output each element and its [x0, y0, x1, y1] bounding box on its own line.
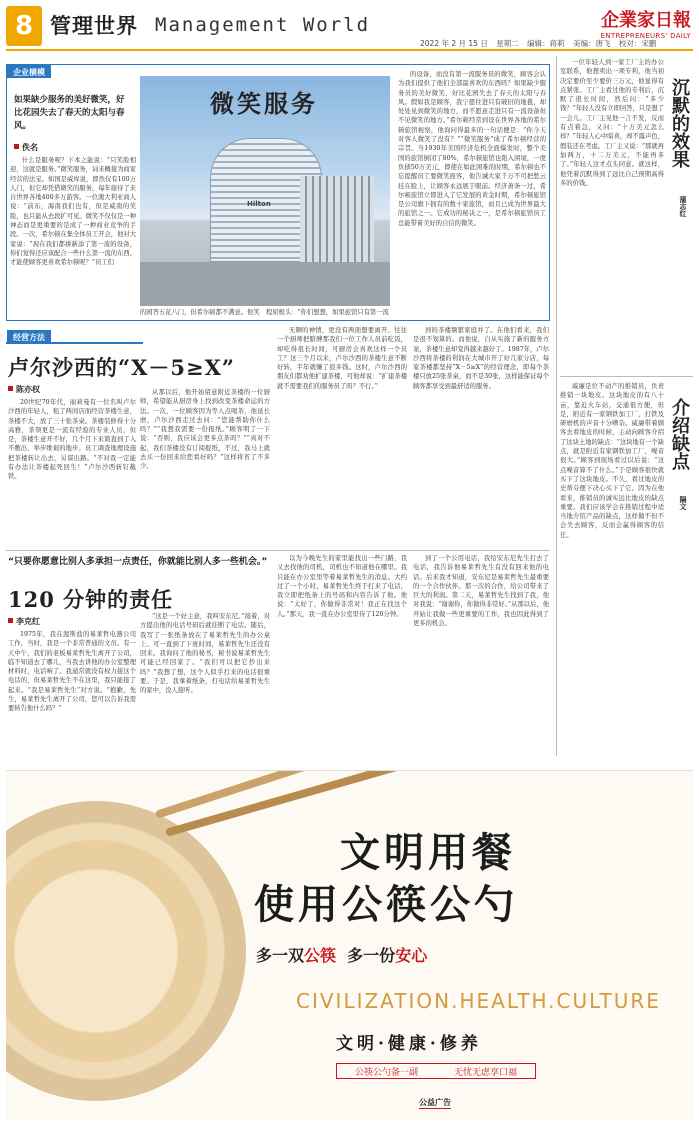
hotel-annex: [300, 176, 374, 262]
ad-boxed-b: 无忧无虑享口福: [453, 1067, 517, 1078]
photo-ground: [140, 262, 390, 306]
story3-title: 120 分钟的责任: [8, 587, 174, 612]
ad-slogan-b-red: 安心: [395, 946, 428, 965]
bowl-illustration: [6, 801, 246, 1101]
newspaper-name: 企業家日報: [601, 10, 691, 31]
top-story-col1: 什么是服务呢？下本之能说：“只笑脸相迎，这就是服务。”微笑服务，词来概接为商家经营的法宝。如国是威库说，即然仅有100万人门，但它却凭借微笑的服务，每年接待了来自世界各地400多万游客。一位澳大利亚商人说：“前东，海南我们也有，但是威南的笑脸，也只能从去段扩可见。微笑不仅仅是一种神态而是更重要的是成了一种商业竞争的手段。一次，希尔顿在集全体员工开会，他对大家说：“现在我们都拼新添了第一流的设备，你们觉得还应该配合一些什么第一流的东西，才能使顾客更喜欢希尔顿呢？”员工们: [10, 157, 136, 267]
story2-rule: [6, 342, 143, 344]
issue-meta: [420, 38, 662, 49]
story2-col3: 无聊的神情，更没有两面想要离开。往往一个厨师把胳膊那我们一位工作人员前吃饭，却吃得很长时间，可厨房会喜欢这样一个员工？这三个月以来，卢尔沙西的茶楼生意不断好转，半年就赚了很多钱。这时，卢尔沙西的朋友们都劝他扩建茶楼，可他却说：“扩建茶楼就不需要我们的服务员了吗？不行。”: [277, 327, 407, 390]
side2-title: 介绍缺点: [669, 398, 690, 470]
story2-col4: 到的茶楼频繁家庭并了。在他们看来，我们是很不划算的。而他说，自从实施了新的服务方案，茶楼生意却变得越来越好了。1987年，卢尔沙西将茶楼的利润在大城市开了好几家分店，每家茶楼都坚持“X－5≥X”的经营理念，即每个茶楼只放25张茶桌，而不是30张，这样能保证每个顾客都享受到最舒适的服务。: [413, 327, 549, 390]
side1-title: 沉默的效果: [669, 78, 690, 168]
story2-tag: 经营方法: [7, 330, 51, 343]
story3-quote: “只要你愿意比别人多承担一点责任，你就能比别人多一些机会。”: [8, 557, 268, 567]
story3-divider: [6, 550, 550, 551]
ad-slogan-a-red: 公筷: [304, 946, 337, 965]
ad-headline-1: 文明用餐: [340, 830, 516, 876]
ad-slogan: [256, 943, 427, 966]
top-story-tag: 企业横模: [7, 65, 51, 78]
newspaper-logo: [591, 6, 691, 40]
ad-slogan-b: 多一份: [347, 946, 396, 965]
story2-col1: 20世纪70年代，丽莉曼有一位名叫卢尔沙西的年轻人，租了两间店面经营茶楼生意，茶楼不大，放了三十张茶桌。茶楼装修得十分高雅，茶领更是一流有经验的专业人员，但是，茶楼生意开不好，几个月下来简直到了入不敷出、举步维艰的地步。员工调查地理设施把茶楼转让出去，另谋出路。“不对我一定能有办法让茶楼起死回生！”卢尔沙西斩钉截铁。: [8, 399, 136, 481]
side2-text: 威廉是位不动产的推销员，负责推销一块地皮。这块地皮的有八十亩，靠近火车站，交通很方便，但是，附近有一家钢铁加工厂，打铁及研磨机的声音十分嘈杂。威廉带着顾客去看地皮的时候，主动向顾客介绍了这块土地的缺点：“这块地有一个缺点，就是附近有家钢铁加工厂，噪音很大。”顾客到现场看过以后说：“这点噪音算不了什么。”于是顾客很快就买下了这块地皮。不久，看过地皮的史蒂芬便下决心买下了它。因为在他看来，推销员的诚实远比地皮的缺点重要。我们应该学会在推销过程中适当地介绍产品的缺点，这样做不但不会失去顾客，反而会赢得顾客的信任。: [560, 383, 664, 539]
side1-byline: 蒲志红: [679, 196, 687, 217]
top-story-title: 微笑服务: [210, 89, 318, 118]
top-story-byline: 佚名: [14, 142, 38, 153]
proof-credit: 校对：宋鹏: [618, 39, 657, 48]
ad-footer-label: 公益广告: [419, 1098, 451, 1107]
art-credit: 美编：唐飞: [573, 39, 611, 48]
section-title-cn: 管理世界: [50, 14, 138, 38]
side-divider: [560, 376, 693, 377]
editor-credit: 编辑：蒋莉: [527, 39, 565, 48]
top-story-caption: 的园答五花八门，但希尔顿都不满意。他笑 程屈极头：“你们想想，如果旅馆只有第一流: [140, 309, 389, 316]
ad-boxed-line: [336, 1063, 536, 1079]
newspaper-name-en: ENTREPRENEURS' DAILY: [600, 32, 691, 40]
section-title-en: Management World: [155, 14, 371, 36]
side1-text: 一位年轻人到一家工厂主的办公室联系，他想卖出一项专利，他当初决定要价至少要价三万元，他显得有点紧张。工厂主看过他的专利后，沉默了很长时间，然后问：“多少钱？”年轻人没有立即回答，只是想了一会儿。工厂主见他一言不发，反而有点着急，又问：“十万美元怎么样？”年轻人心中暗喜，却不露声色，假装还在考虑。工厂主又说：“那就再加两万，十二万美元，不能再多了。”年轻人这才点头同意。就这样，他凭着沉默得到了远比自己预期高得多的价钱。: [560, 59, 664, 187]
story2-col2: 从那以后，他开始留意附近茶楼的一位厨师，希望能从厨房身上找到改变茶楼命运的方法。一次，一位顾客因为等人点喝茶，他延长磨，卢尔沙西走过去问：“您能帮助你什么吗？”“我想我需要一份报纸。”顾客明了一下说：“否则，我应该会更多点茶吗？”“真对不起，我们茶楼没有订阅报纸，不过，我马上就去买一份回来给您看好吗？”这样将省了不多少。: [140, 389, 270, 471]
story2-byline: 陈亦权: [8, 384, 40, 395]
ad-values-line: 文明·健康·修养: [336, 1034, 482, 1054]
page-number-badge: 8: [6, 6, 42, 46]
ad-english-line: CIVILIZATION.HEALTH.CULTURE: [296, 989, 661, 1013]
issue-date: 2022 年 2 月 15 日: [420, 39, 488, 48]
page-header: [0, 0, 699, 52]
issue-weekday: 星期二: [496, 39, 519, 48]
ad-boxed-a: 公筷公勺备一副: [354, 1067, 418, 1078]
story3-col4: 到了一个公用电话，我给安东尼先生打去了电话，我告诉他易莱哲先生有没有回来他的电话。后来我才知道，安东尼是易莱哲先生最重要的一个合作伙伴。那一次的合作，给公司带来了巨大的利润。第二天，易莱哲先生找到了我，他对我说：“谢谢你，你做得非常好。”从那以后，他开始让我做一些更重要的工作，我也因此得到了更多的机会。: [413, 555, 549, 628]
header-rule: [6, 49, 693, 51]
public-service-ad: [6, 770, 693, 1120]
story3-col1: 1975年，我在渥斯盐的易莱哲电器公司工作，当时，我是一个非常普通的文员。有一天中午，我们的老板易莱哲先生离开了公司，临不知道去了哪儿，当我去讲他的办公室整理材料时，电话响了。我通常就没有权力接这个电话的，但易莱哲先生不在这里，我只能接了起来。“我是易莱哲先生”对方说。“抱歉，先生，易莱哲先生离开了公司，您可以告诉我需要转告他什么吗？”: [8, 631, 136, 713]
side2-byline: 隔文: [679, 496, 687, 510]
ad-headline-2: 使用公筷公勺: [254, 882, 518, 928]
ad-slogan-a: 多一双: [256, 946, 305, 965]
story2-title: 卢尔沙西的“X－5≥X”: [8, 355, 235, 380]
top-story-lead: 如果缺少服务的美好微笑，好比花园失去了春天的太阳与春风。: [14, 95, 125, 131]
story3-byline: 李克红: [8, 616, 40, 627]
top-story-col2: 的设备，而没有第一流服务员的微笑，顾客会认为我们提供了他们全部最喜欢的东西吗？如果缺少服务员的美好微笑，好比花园失去了春天的太阳与春风。假如我是顾客，我宁愿住进只有破旧的地毯，却处处见到微笑的地方，而不愿意走进只有一流设备但不见微笑的地方。”希尔顿经常到设在世界各地的希尔顿旅馆视察，他询问得最多的一句话便是：“你今天对客人微笑了没有？”“微笑服务”成了希尔顿经营的宗旨。当1930年美国经济危机全面爆发时，整个美国的旅馆倒闭了80%，希尔顿旅馆也陷入困境，一度负债50万美元，即使在如此困难的时期，希尔顿也不忘提醒员工要微笑面客，他告诫大家千万不可把愁云挂在脸上，让顾客永远展于眼前。经济萧条一过，希尔顿旅馆立即进入了它发展的黄金时期，希尔顿旅馆是公司旗下拥有的数十家旅馆，而且已成为世界最大的旅馆之一。它成功的秘诀之一，是希尔顿旅馆员工总能带着美好的自信的微笑。: [398, 71, 546, 227]
side-column-rule: [556, 56, 557, 756]
hotel-sign: Hilton: [247, 200, 271, 208]
story3-col3: 以为今晚先生的家里能找出一些门路，我又去找他的司机，司机也不知道他在哪里。我只能在办公室里等着易莱哲先生的消息。大约过了一个小时，易莱哲先生终于打来了电话，我立即把纸条上的号码和内容告诉了他。他说：“太好了，你做得非常对！我正在找这个人。”那天，我一直在办公室里待了120分钟。: [277, 555, 407, 618]
story3-col2: “这是一个好主意，我叫安东尼。”接着，对方提出他的电话号码后就挂断了电话。随后，我写了一张纸条放在了易莱哲先生的办公桌上。可一直到了下班时间，易莱哲先生还没有回来。我询问了他的秘书，秘书说易莱哲先生可能已经回家了。“我们可以把它抄出来吗？”我想了想，这个人似乎打来的电话很重要。于是，我拿着纸条，打电话给易莱哲先生的家中，没人接听。: [140, 613, 270, 695]
